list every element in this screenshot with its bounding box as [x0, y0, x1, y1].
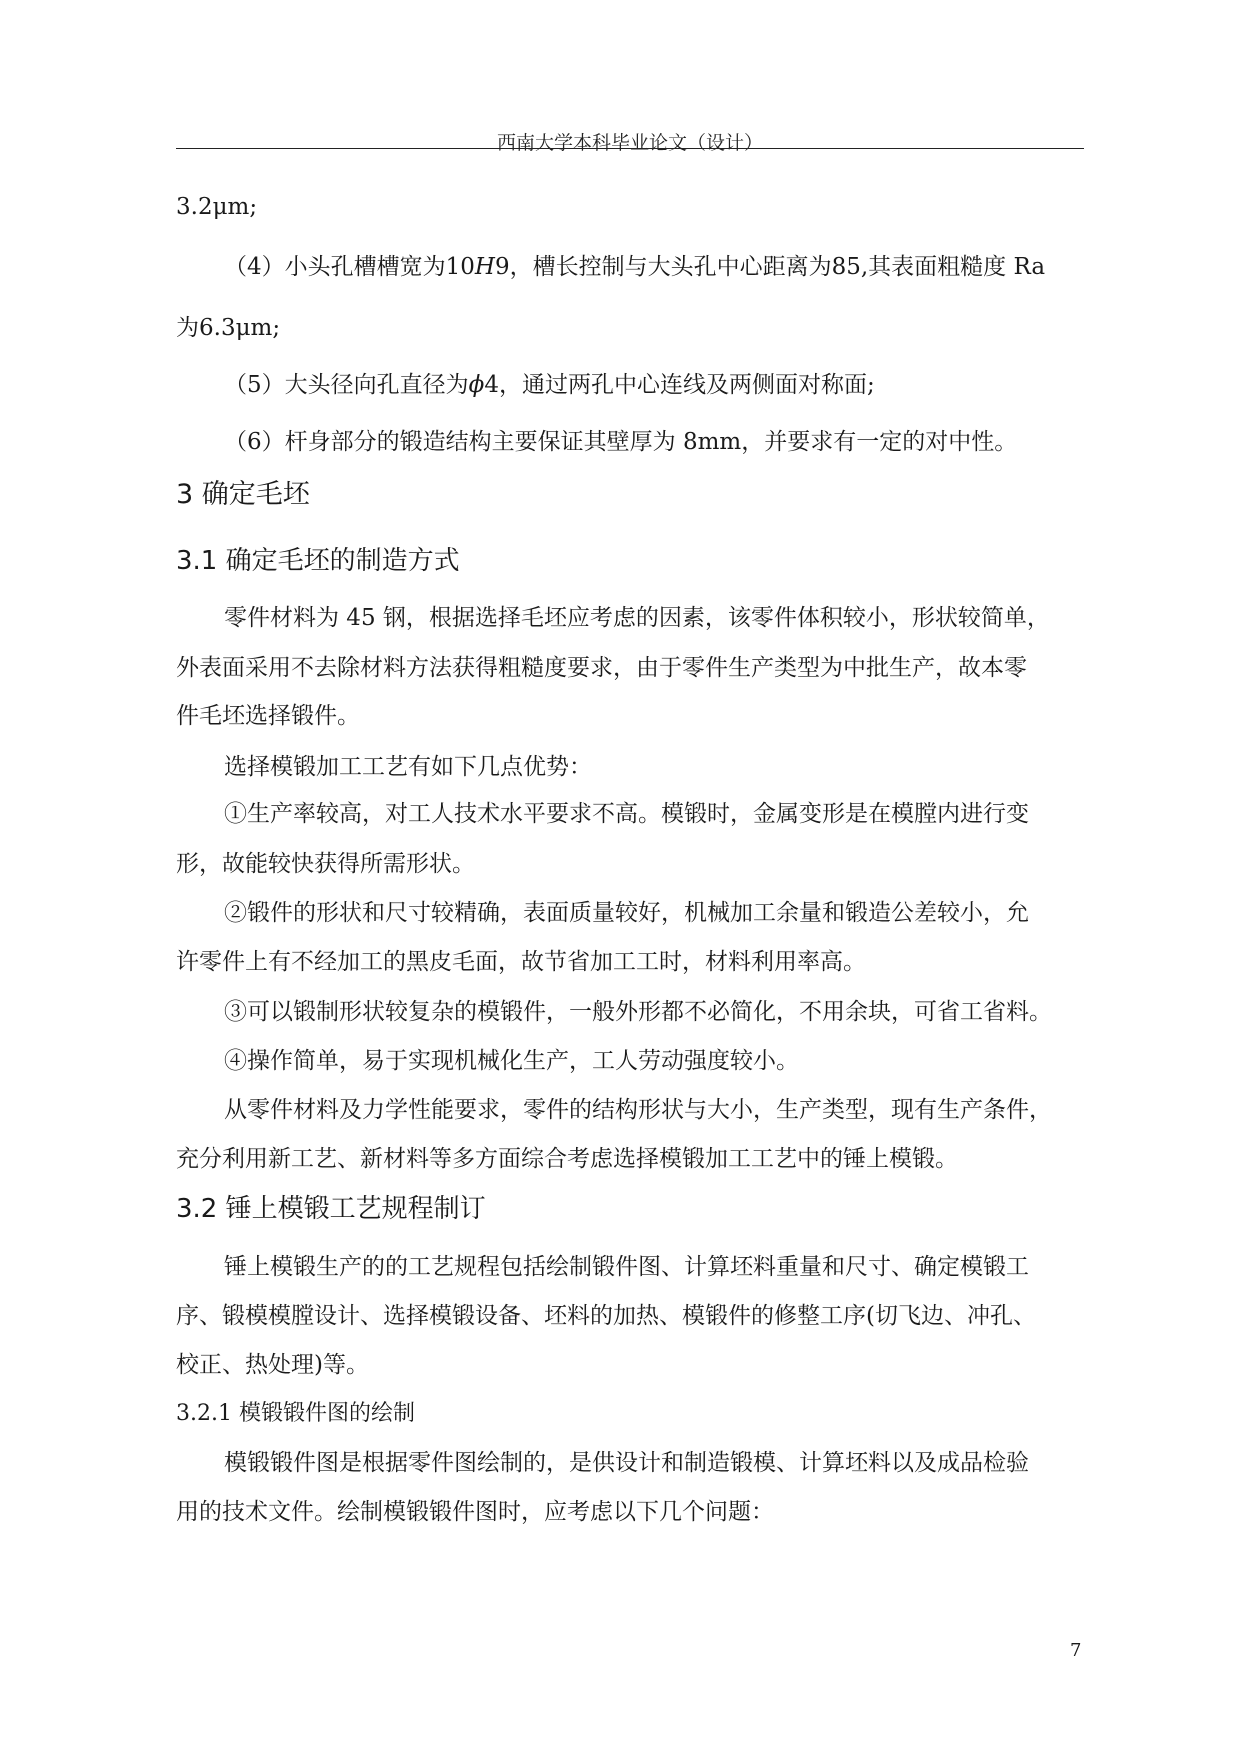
subsection-heading: 3.2 锤上模锻工艺规程制订	[176, 1194, 486, 1224]
list-item-5	[224, 370, 875, 400]
list-item-4	[224, 252, 1045, 282]
subsubsection-heading: 3.2.1 模锻锻件图的绘制	[176, 1401, 415, 1426]
paragraph-line: 为6.3μm;	[176, 315, 281, 341]
math-symbol: H	[474, 254, 495, 280]
section-heading: 3 确定毛坯	[176, 479, 310, 510]
paragraph-line: 锤上模锻生产的的工艺规程包括绘制锻件图、计算坯料重量和尺寸、确定模锻工	[224, 1254, 1029, 1280]
running-header: 西南大学本科毕业论文（设计）	[496, 132, 763, 154]
subsection-heading: 3.1 确定毛坯的制造方式	[176, 546, 460, 576]
paragraph-line: 序、锻模模膛设计、选择模锻设备、坯料的加热、模锻件的修整工序(切飞边、冲孔、	[176, 1303, 1036, 1329]
paragraph-line: ③可以锻制形状较复杂的模锻件，一般外形都不必简化，不用余块，可省工省料。	[224, 999, 1052, 1025]
paragraph-line: 外表面采用不去除材料方法获得粗糙度要求，由于零件生产类型为中批生产，故本零	[176, 655, 1027, 681]
paragraph-line: 件毛坯选择锻件。	[176, 703, 360, 729]
page-number: 7	[1070, 1640, 1082, 1661]
paragraph-line: ②锻件的形状和尺寸较精确，表面质量较好，机械加工余量和锻造公差较小，允	[224, 900, 1029, 926]
list-item-6: （6）杆身部分的锻造结构主要保证其壁厚为 8mm，并要求有一定的对中性。	[224, 429, 1018, 455]
paragraph-line: 用的技术文件。绘制模锻锻件图时，应考虑以下几个问题：	[176, 1499, 774, 1525]
paragraph-line: 充分利用新工艺、新材料等多方面综合考虑选择模锻加工工艺中的锤上模锻。	[176, 1146, 958, 1172]
paragraph-line: 形，故能较快获得所需形状。	[176, 851, 475, 877]
text-run: 9，槽长控制与大头孔中心距离为85,其表面粗糙度 Ra	[494, 254, 1046, 280]
paragraph-line: ④操作简单，易于实现机械化生产，工人劳动强度较小。	[224, 1048, 799, 1074]
paragraph-line: 校正、热处理)等。	[176, 1352, 369, 1378]
math-symbol: ϕ	[468, 372, 485, 398]
paragraph-line: ①生产率较高，对工人技术水平要求不高。模锻时，金属变形是在模膛内进行变	[224, 801, 1029, 827]
paragraph-line: 3.2μm;	[176, 194, 258, 220]
header-rule	[176, 148, 1084, 149]
paragraph-line: 零件材料为 45 钢，根据选择毛坯应考虑的因素，该零件体积较小，形状较简单，	[224, 605, 1050, 631]
paragraph-line: 许零件上有不经加工的黑皮毛面，故节省加工工时，材料利用率高。	[176, 949, 866, 975]
paragraph-line: 从零件材料及力学性能要求，零件的结构形状与大小，生产类型，现有生产条件，	[224, 1097, 1052, 1123]
text-run: （4）小头孔槽槽宽为10	[224, 254, 475, 280]
text-run: 4，通过两孔中心连线及两侧面对称面;	[484, 372, 875, 398]
text-run: （5）大头径向孔直径为	[224, 372, 469, 398]
paragraph-line: 选择模锻加工工艺有如下几点优势：	[224, 754, 592, 780]
paragraph-line: 模锻锻件图是根据零件图绘制的，是供设计和制造锻模、计算坯料以及成品检验	[224, 1450, 1029, 1476]
